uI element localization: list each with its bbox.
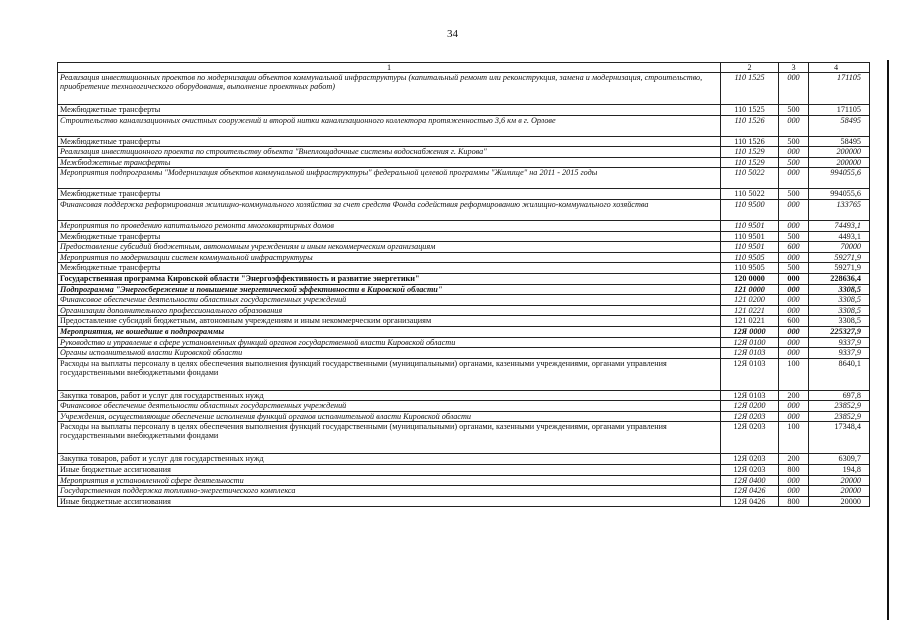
table-row	[58, 475, 870, 486]
row-amount-cell: 70000	[809, 242, 870, 253]
row-amount-cell: 697,8	[809, 390, 870, 401]
row-name-cell: Финансовое обеспечение деятельности областных государственных учреждений	[58, 401, 721, 412]
row-code-cell: 12Я 0426	[721, 496, 779, 507]
table-row	[58, 231, 870, 242]
row-amount-cell: 3308,5	[809, 316, 870, 327]
row-name-cell: Предоставление субсидий бюджетным, автономным учреждениям и иным некоммерческим организациям	[58, 242, 721, 253]
row-amount-cell: 58495	[809, 136, 870, 147]
row-code-cell: 120 0000	[721, 273, 779, 284]
scan-edge-line	[887, 60, 889, 620]
row-amount-cell: 59271,9	[809, 263, 870, 274]
row-name-cell: Руководство и управление в сфере установленных функций органов государственной власти Кировской области	[58, 337, 721, 348]
row-type-cell: 500	[779, 189, 809, 200]
table-row	[58, 136, 870, 147]
row-amount-cell: 8640,1	[809, 358, 870, 390]
row-type-cell: 000	[779, 147, 809, 158]
row-type-cell: 000	[779, 115, 809, 136]
row-code-cell: 12Я 0203	[721, 454, 779, 465]
row-name-cell: Закупка товаров, работ и услуг для государственных нужд	[58, 390, 721, 401]
row-amount-cell: 17348,4	[809, 422, 870, 454]
row-name-cell: Предоставление субсидий бюджетным, автономным учреждениям и иным некоммерческим организациям	[58, 316, 721, 327]
row-name-cell: Мероприятия по проведению капитального ремонта многоквартирных домов	[58, 220, 721, 231]
row-name-cell: Подпрограмма "Энергосбережение и повышение энергетической эффективности в Кировской области"	[58, 284, 721, 295]
table-row	[58, 263, 870, 274]
row-name-cell: Учреждения, осуществляющие обеспечение исполнения функций органов исполнительной власти Кировской области	[58, 411, 721, 422]
row-name-cell: Межбюджетные трансферты	[58, 189, 721, 200]
row-name-cell: Межбюджетные трансферты	[58, 136, 721, 147]
row-name-cell: Государственная программа Кировской области "Энергоэффективность и развитие энергетики"	[58, 273, 721, 284]
row-amount-cell: 3308,5	[809, 305, 870, 316]
header-col-4: 4	[809, 63, 870, 73]
table-row	[58, 390, 870, 401]
row-name-cell: Организации дополнительного профессионального образования	[58, 305, 721, 316]
row-amount-cell: 9337,9	[809, 348, 870, 359]
row-code-cell: 110 1526	[721, 115, 779, 136]
row-code-cell: 110 1529	[721, 157, 779, 168]
row-amount-cell: 3308,5	[809, 295, 870, 306]
table-row	[58, 401, 870, 412]
row-code-cell: 110 9500	[721, 199, 779, 220]
row-type-cell: 000	[779, 73, 809, 105]
row-type-cell: 000	[779, 401, 809, 412]
header-col-1: 1	[58, 63, 721, 73]
row-code-cell: 110 9501	[721, 220, 779, 231]
row-type-cell: 000	[779, 220, 809, 231]
row-code-cell: 12Я 0400	[721, 475, 779, 486]
row-name-cell: Финансовое обеспечение деятельности областных государственных учреждений	[58, 295, 721, 306]
row-name-cell: Расходы на выплаты персоналу в целях обеспечения выполнения функций государственными (муниципальными) органами, казенными учреждениями, органами управления государственными внебюджетными фондами	[58, 358, 721, 390]
row-amount-cell: 133765	[809, 199, 870, 220]
row-code-cell: 12Я 0203	[721, 465, 779, 476]
table-row	[58, 295, 870, 306]
row-type-cell: 800	[779, 496, 809, 507]
row-amount-cell: 171105	[809, 105, 870, 116]
row-name-cell: Межбюджетные трансферты	[58, 105, 721, 116]
row-code-cell: 12Я 0103	[721, 390, 779, 401]
table-row	[58, 486, 870, 497]
row-code-cell: 110 1525	[721, 105, 779, 116]
row-code-cell: 110 1529	[721, 147, 779, 158]
row-amount-cell: 4493,1	[809, 231, 870, 242]
table-row	[58, 348, 870, 359]
row-name-cell: Строительство канализационных очистных сооружений и второй нитки канализационного коллектора протяженностью 3,6 км в г. Орлове	[58, 115, 721, 136]
row-amount-cell: 200000	[809, 157, 870, 168]
table-row	[58, 189, 870, 200]
row-type-cell: 000	[779, 273, 809, 284]
row-name-cell: Закупка товаров, работ и услуг для государственных нужд	[58, 454, 721, 465]
row-type-cell: 000	[779, 168, 809, 189]
row-code-cell: 110 1526	[721, 136, 779, 147]
table-header-row	[58, 63, 870, 73]
row-code-cell: 110 9505	[721, 252, 779, 263]
row-code-cell: 12Я 0103	[721, 358, 779, 390]
table-row	[58, 73, 870, 105]
row-amount-cell: 994055,6	[809, 168, 870, 189]
table-row	[58, 284, 870, 295]
row-code-cell: 110 1525	[721, 73, 779, 105]
row-code-cell: 12Я 0200	[721, 401, 779, 412]
row-amount-cell: 225327,9	[809, 326, 870, 337]
row-code-cell: 110 9501	[721, 242, 779, 253]
row-type-cell: 500	[779, 263, 809, 274]
row-type-cell: 000	[779, 284, 809, 295]
row-amount-cell: 6309,7	[809, 454, 870, 465]
row-name-cell: Реализация инвестиционных проектов по модернизации объектов коммунальной инфраструктуры (капитальный ремонт или реконструкция, замена и модернизация, строительство, приобретение технологического оборудования, выполнение проектных работ)	[58, 73, 721, 105]
row-amount-cell: 59271,9	[809, 252, 870, 263]
table-row	[58, 454, 870, 465]
row-name-cell: Государственная поддержка топливно-энергетического комплекса	[58, 486, 721, 497]
table-row	[58, 252, 870, 263]
row-name-cell: Расходы на выплаты персоналу в целях обеспечения выполнения функций государственными (муниципальными) органами, казенными учреждениями, органами управления государственными внебюджетными фондами	[58, 422, 721, 454]
row-type-cell: 100	[779, 358, 809, 390]
row-type-cell: 000	[779, 252, 809, 263]
row-type-cell: 200	[779, 454, 809, 465]
table-row	[58, 326, 870, 337]
table-row	[58, 242, 870, 253]
row-code-cell: 110 9505	[721, 263, 779, 274]
row-type-cell: 000	[779, 475, 809, 486]
row-name-cell: Мероприятия по модернизации систем коммунальной инфраструктуры	[58, 252, 721, 263]
row-code-cell: 12Я 0100	[721, 337, 779, 348]
table-row	[58, 199, 870, 220]
row-type-cell: 600	[779, 242, 809, 253]
table-row	[58, 337, 870, 348]
table-row	[58, 105, 870, 116]
row-type-cell: 500	[779, 105, 809, 116]
row-code-cell: 110 5022	[721, 168, 779, 189]
row-type-cell: 000	[779, 337, 809, 348]
row-name-cell: Реализация инвестиционного проекта по строительству объекта "Внеплощадочные системы водоснабжения г. Кирова"	[58, 147, 721, 158]
table-row	[58, 316, 870, 327]
row-amount-cell: 228636,4	[809, 273, 870, 284]
row-type-cell: 800	[779, 465, 809, 476]
row-type-cell: 500	[779, 136, 809, 147]
table-row	[58, 305, 870, 316]
row-code-cell: 110 5022	[721, 189, 779, 200]
table-row	[58, 157, 870, 168]
row-type-cell: 000	[779, 486, 809, 497]
budget-table	[57, 62, 870, 507]
table-row	[58, 168, 870, 189]
row-type-cell: 500	[779, 231, 809, 242]
table-row	[58, 220, 870, 231]
row-amount-cell: 23852,9	[809, 411, 870, 422]
row-type-cell: 600	[779, 316, 809, 327]
row-amount-cell: 58495	[809, 115, 870, 136]
row-type-cell: 000	[779, 411, 809, 422]
row-amount-cell: 20000	[809, 496, 870, 507]
row-name-cell: Мероприятия подпрограммы "Модернизация объектов коммунальной инфраструктуры" федеральной целевой программы "Жилище" на 2011 - 2015 годы	[58, 168, 721, 189]
table-row	[58, 465, 870, 476]
row-amount-cell: 194,8	[809, 465, 870, 476]
page-number: 34	[447, 28, 458, 40]
row-amount-cell: 20000	[809, 486, 870, 497]
row-type-cell: 200	[779, 390, 809, 401]
row-amount-cell: 20000	[809, 475, 870, 486]
table-row	[58, 358, 870, 390]
row-type-cell: 000	[779, 326, 809, 337]
row-code-cell: 110 9501	[721, 231, 779, 242]
row-amount-cell: 9337,9	[809, 337, 870, 348]
row-code-cell: 121 0221	[721, 316, 779, 327]
row-code-cell: 121 0221	[721, 305, 779, 316]
row-code-cell: 12Я 0103	[721, 348, 779, 359]
header-col-2: 2	[721, 63, 779, 73]
row-type-cell: 100	[779, 422, 809, 454]
table-row	[58, 273, 870, 284]
row-code-cell: 12Я 0203	[721, 411, 779, 422]
table-row	[58, 496, 870, 507]
row-name-cell: Мероприятия, не вошедшие в подпрограммы	[58, 326, 721, 337]
row-amount-cell: 994055,6	[809, 189, 870, 200]
row-code-cell: 12Я 0426	[721, 486, 779, 497]
row-type-cell: 500	[779, 157, 809, 168]
table-row	[58, 115, 870, 136]
row-code-cell: 12Я 0000	[721, 326, 779, 337]
row-code-cell: 121 0000	[721, 284, 779, 295]
row-name-cell: Финансовая поддержка реформирования жилищно-коммунального хозяйства за счет средств Фонда содействия реформированию жилищно-коммунального хозяйства	[58, 199, 721, 220]
row-type-cell: 000	[779, 199, 809, 220]
row-code-cell: 12Я 0203	[721, 422, 779, 454]
row-name-cell: Мероприятия в установленной сфере деятельности	[58, 475, 721, 486]
row-name-cell: Межбюджетные трансферты	[58, 263, 721, 274]
row-amount-cell: 3308,5	[809, 284, 870, 295]
row-type-cell: 000	[779, 348, 809, 359]
row-name-cell: Межбюджетные трансферты	[58, 157, 721, 168]
table-row	[58, 411, 870, 422]
row-amount-cell: 200000	[809, 147, 870, 158]
row-name-cell: Органы исполнительной власти Кировской области	[58, 348, 721, 359]
row-type-cell: 000	[779, 295, 809, 306]
row-code-cell: 121 0200	[721, 295, 779, 306]
table-row	[58, 147, 870, 158]
row-type-cell: 000	[779, 305, 809, 316]
row-name-cell: Иные бюджетные ассигнования	[58, 496, 721, 507]
header-col-3: 3	[779, 63, 809, 73]
row-amount-cell: 171105	[809, 73, 870, 105]
row-amount-cell: 74493,1	[809, 220, 870, 231]
table-row	[58, 422, 870, 454]
row-name-cell: Межбюджетные трансферты	[58, 231, 721, 242]
row-amount-cell: 23852,9	[809, 401, 870, 412]
row-name-cell: Иные бюджетные ассигнования	[58, 465, 721, 476]
